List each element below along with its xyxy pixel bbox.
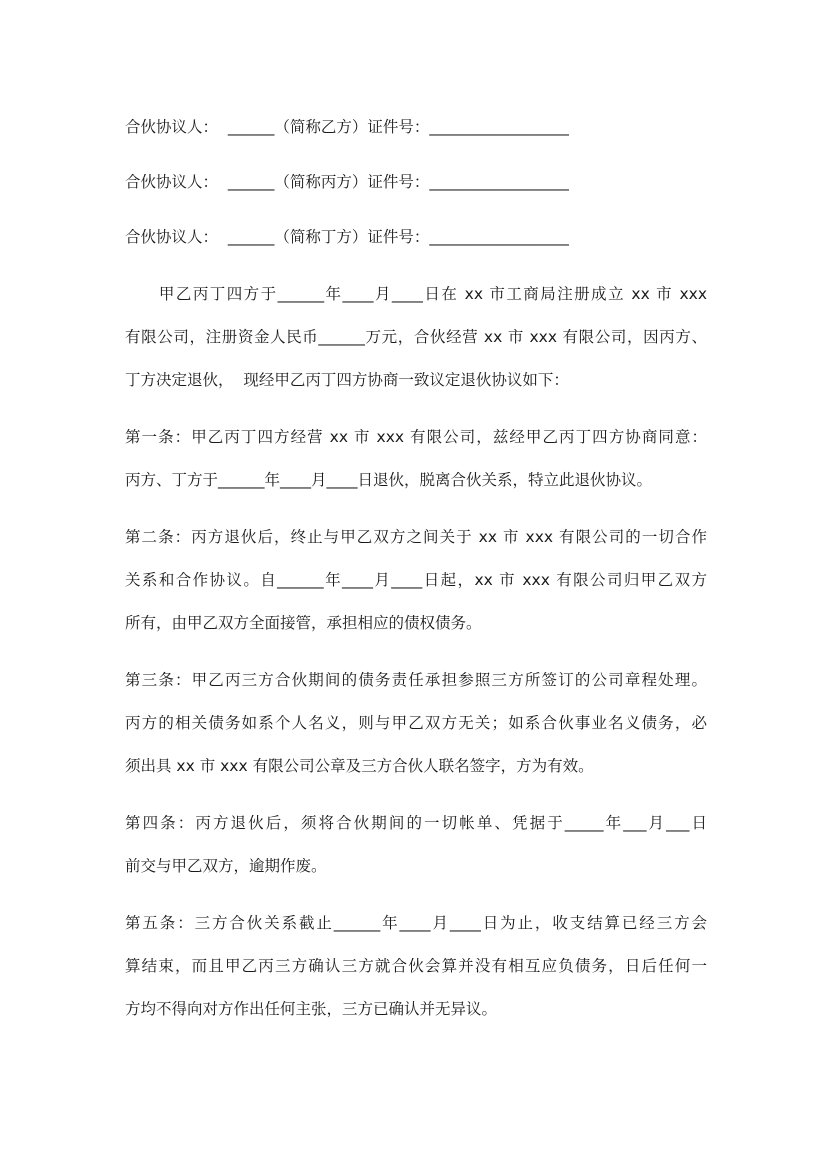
text-line: 第四条：丙方退伙后，须将合伙期间的一切帐单、凭据于_____年___月___日 (125, 814, 707, 832)
party-line-bing: 合伙协议人： ______（简称丙方）证件号：__________________ (125, 173, 569, 191)
text-line: 丙方的相关债务如系个人名义，则与甲乙双方无关；如系合伙事业名义债务，必 (125, 714, 707, 732)
party-line-ding: 合伙协议人： ______（简称丁方）证件号：__________________ (125, 228, 569, 246)
party-line-yi: 合伙协议人： ______（简称乙方）证件号：__________________ (125, 118, 569, 136)
article-5-paragraph (125, 910, 707, 1039)
text-line: 前交与甲乙双方，逾期作废。 (125, 857, 327, 875)
text-line: 第三条：甲乙丙三方合伙期间的债务责任承担参照三方所签订的公司章程处理。 (125, 671, 707, 689)
article-4-paragraph (125, 810, 707, 896)
preamble-paragraph (125, 281, 707, 410)
agreement-body (125, 114, 707, 1039)
text-line: 方均不得向对方作出任何主张，三方已确认并无异议。 (125, 1000, 498, 1018)
text-line: 算结束，而且甲乙丙三方确认三方就合伙会算并没有相互应负债务，日后任何一 (125, 957, 707, 975)
text-line: 丁方决定退伙， 现经甲乙丙丁四方协商一致议定退伙协议如下： (125, 371, 569, 389)
article-2-paragraph (125, 524, 707, 653)
text-line: 有限公司，注册资金人民币______万元，合伙经营 xx 市 xxx 有限公司，因丙方、 (125, 328, 707, 346)
text-line: 第一条：甲乙丙丁四方经营 xx 市 xxx 有限公司，兹经甲乙丙丁四方协商同意： (125, 428, 707, 446)
text-line: 须出具 xx 市 xxx 有限公司公章及三方合伙人联名签字，方为有效。 (125, 757, 594, 775)
article-1-paragraph (125, 424, 707, 510)
article-3-paragraph (125, 667, 707, 796)
party-list (125, 114, 707, 279)
text-line: 第五条：三方合伙关系截止______年____月____日为止，收支结算已经三方会 (125, 914, 707, 932)
text-line: 所有，由甲乙双方全面接管，承担相应的债权债务。 (125, 614, 482, 632)
text-line: 第二条：丙方退伙后，终止与甲乙双方之间关于 xx 市 xxx 有限公司的一切合作 (125, 528, 707, 546)
text-line: 关系和合作协议。自______年____月____日起，xx 市 xxx 有限公司归甲乙双方 (125, 571, 707, 589)
text-line: 丙方、丁方于______年____月____日退伙，脱离合伙关系，特立此退伙协议。 (125, 471, 653, 489)
text-line: 甲乙丙丁四方于______年____月____日在 xx 市工商局注册成立 xx 市 xxx (125, 285, 707, 303)
